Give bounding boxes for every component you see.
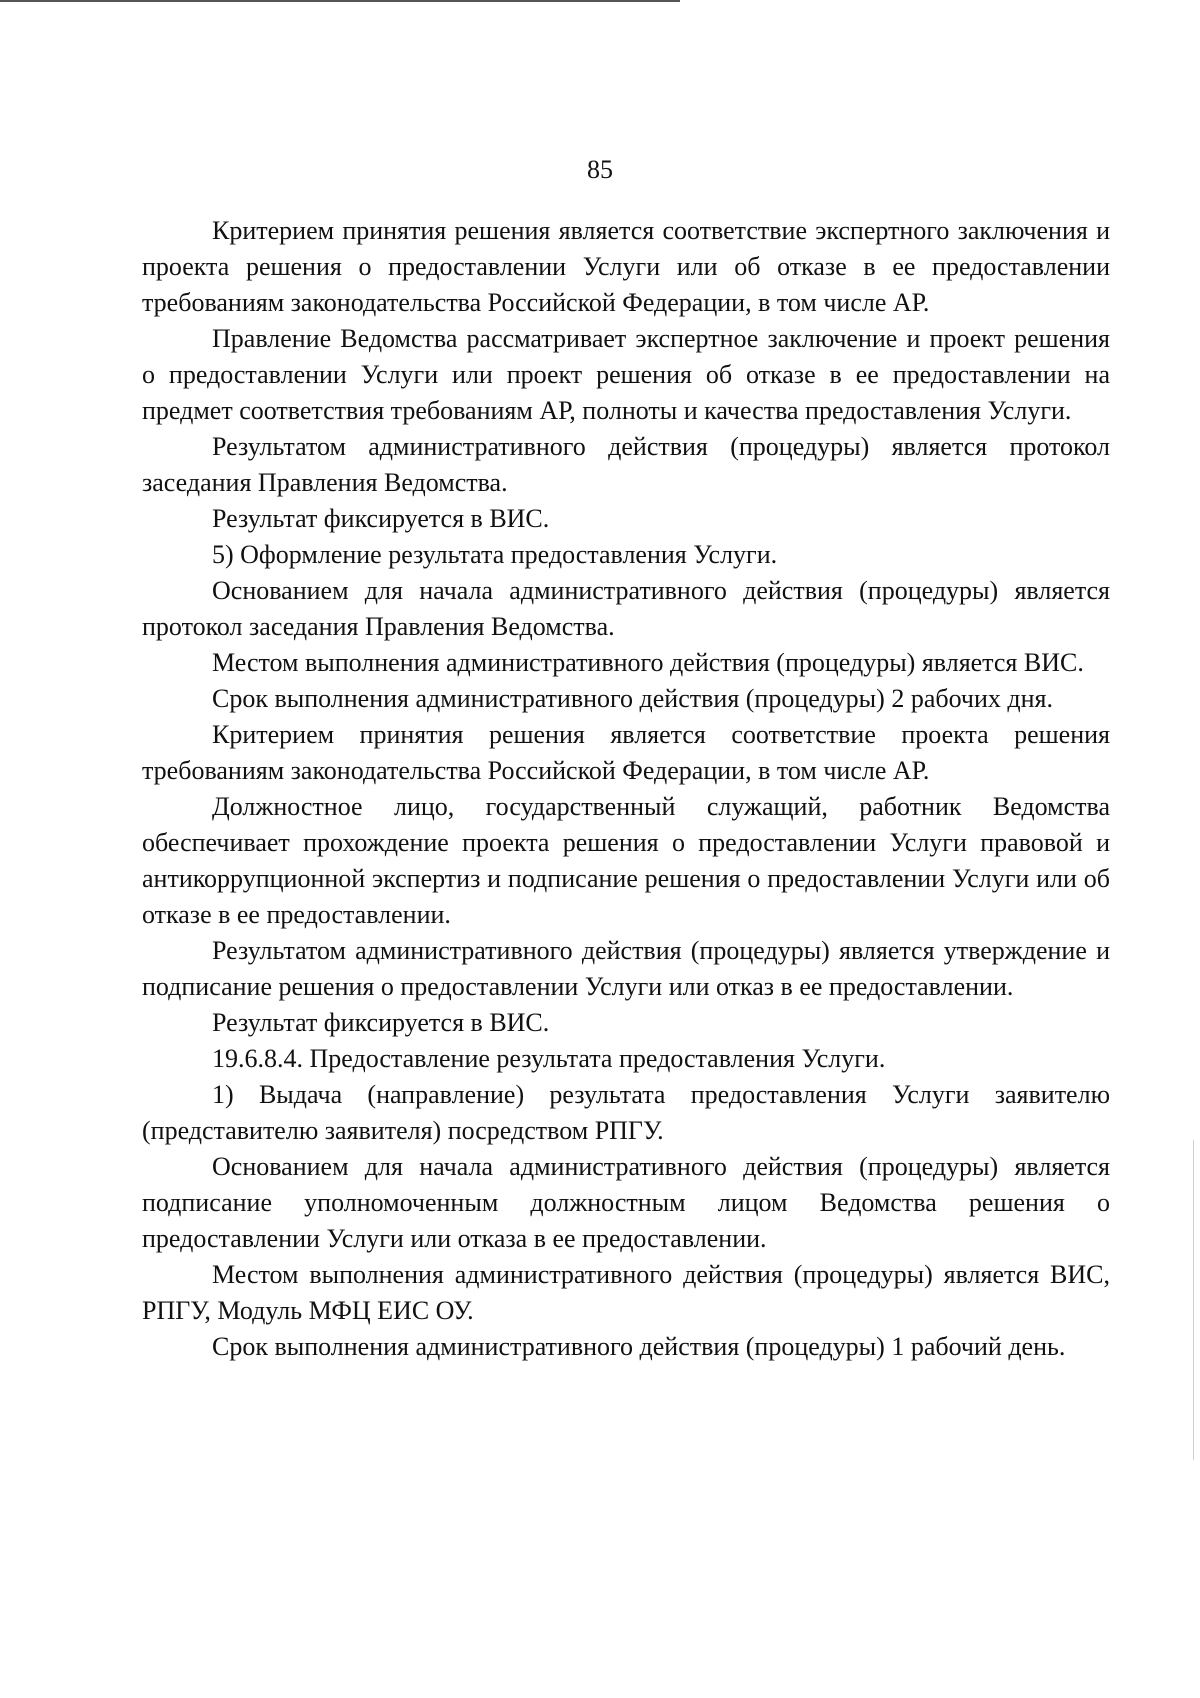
document-body	[142, 213, 1110, 1365]
scan-edge-top	[0, 0, 680, 2]
page-number: 85	[587, 155, 613, 184]
paragraph: Правление Ведомства рассматривает экспертное заключение и проект решения о предоставлении Услуги или проект решения об отказе в ее предоставлении на предмет соответствия требованиям АР, полноты и качества предоставления Услуги.	[142, 324, 1110, 425]
scan-edge-right	[1193, 1140, 1194, 1460]
paragraph: Критерием принятия решения является соответствие экспертного заключения и проекта решения о предоставлении Услуги или об отказе в ее предоставлении требованиям законодательства Российской Федерации, в том числе АР.	[142, 216, 1110, 317]
paragraph: Критерием принятия решения является соответствие проекта решения требованиям законодательства Российской Федерации, в том числе АР.	[142, 720, 1110, 785]
paragraph: Результатом административного действия (процедуры) является утверждение и подписание решения о предоставлении Услуги или отказ в ее предоставлении.	[142, 936, 1110, 1001]
paragraph: 5) Оформление результата предоставления Услуги.	[212, 540, 778, 569]
paragraph: Основанием для начала административного действия (процедуры) является протокол заседания Правления Ведомства.	[142, 576, 1110, 641]
paragraph: Местом выполнения административного действия (процедуры) является ВИС.	[212, 648, 1084, 677]
paragraph: Результат фиксируется в ВИС.	[212, 504, 550, 533]
paragraph: Срок выполнения административного действия (процедуры) 2 рабочих дня.	[212, 684, 1054, 713]
paragraph: Результатом административного действия (процедуры) является протокол заседания Правления Ведомства.	[142, 432, 1110, 497]
paragraph: Местом выполнения административного действия (процедуры) является ВИС, РПГУ, Модуль МФЦ ЕИС ОУ.	[142, 1260, 1110, 1325]
paragraph: Срок выполнения административного действия (процедуры) 1 рабочий день.	[212, 1332, 1066, 1361]
paragraph: Должностное лицо, государственный служащий, работник Ведомства обеспечивает прохождение проекта решения о предоставлении Услуги правовой и антикоррупционной экспертиз и подписание решения о предоставлении Услуги или об отказе в ее предоставлении.	[142, 792, 1110, 929]
paragraph: 1) Выдача (направление) результата предоставления Услуги заявителю (представителю заявителя) посредством РПГУ.	[142, 1080, 1110, 1145]
paragraph: Результат фиксируется в ВИС.	[212, 1008, 550, 1037]
paragraph: 19.6.8.4. Предоставление результата предоставления Услуги.	[212, 1044, 886, 1073]
paragraph: Основанием для начала административного действия (процедуры) является подписание уполномоченным должностным лицом Ведомства решения о предоставлении Услуги или отказа в ее предоставлении.	[142, 1152, 1110, 1253]
